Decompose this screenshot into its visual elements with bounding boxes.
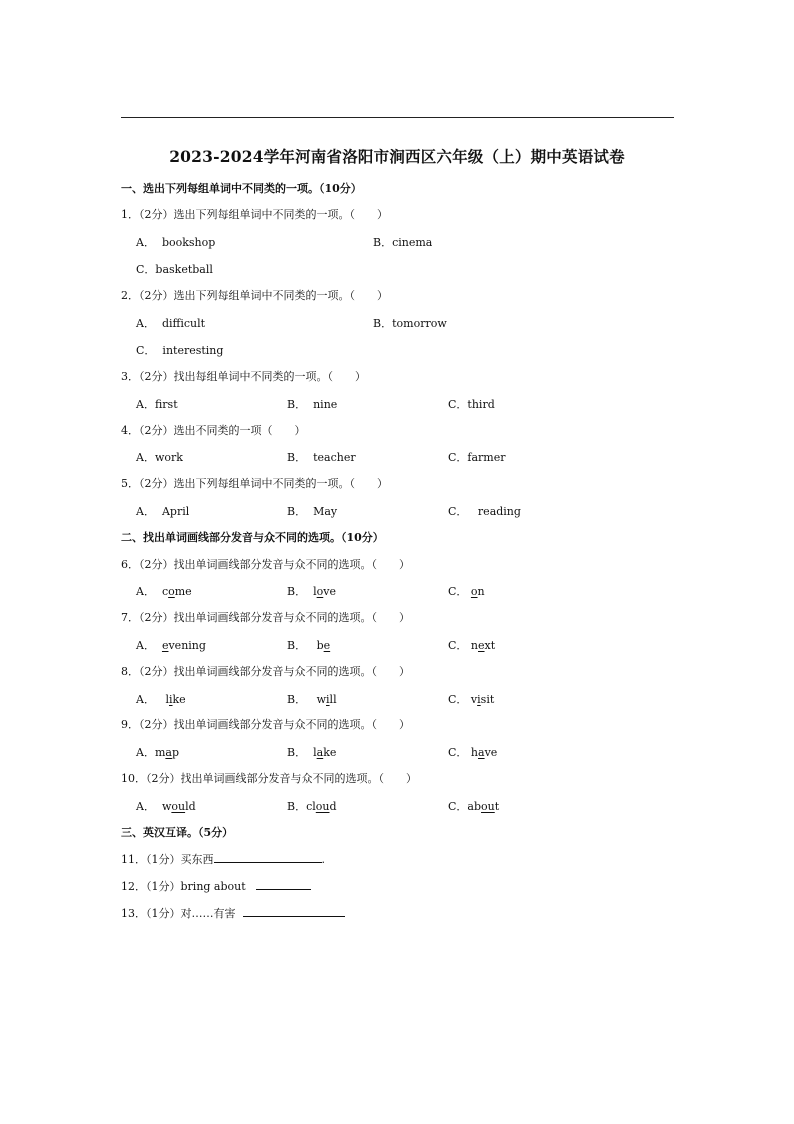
q8-option-c[interactable]: C． visit [448, 693, 495, 706]
q1-option-b[interactable]: B．cinema [373, 236, 433, 249]
q1-option-a[interactable]: A． bookshop [136, 236, 216, 249]
q4-option-c[interactable]: C．farmer [448, 451, 506, 464]
q7-option-c[interactable]: C． next [448, 639, 496, 652]
answer-blank-13[interactable] [243, 905, 345, 917]
q2-option-b[interactable]: B．tomorrow [373, 317, 447, 330]
q1-option-c[interactable]: C．basketball [136, 263, 213, 276]
q8-option-a[interactable]: A． like [136, 693, 186, 706]
answer-blank-11[interactable] [214, 851, 322, 863]
q4-option-a[interactable]: A．work [136, 451, 183, 464]
top-rule [121, 117, 674, 118]
section-3-title: 三、英汉互译。（5分） [121, 826, 234, 839]
question-7: 7．（2分）找出单词画线部分发音与众不同的选项。（ ） [121, 611, 410, 624]
question-5: 5．（2分）选出下列每组单词中不同类的一项。（ ） [121, 477, 388, 490]
q9-option-b[interactable]: B． lake [287, 746, 337, 759]
question-9: 9．（2分）找出单词画线部分发音与众不同的选项。（ ） [121, 718, 410, 731]
q10-option-b[interactable]: B．cloud [287, 800, 337, 813]
q7-option-b[interactable]: B． be [287, 639, 331, 652]
q4-option-b[interactable]: B． teacher [287, 451, 356, 464]
question-13: 13．（1分）对……有害 [121, 905, 345, 921]
question-2: 2．（2分）选出下列每组单词中不同类的一项。（ ） [121, 289, 388, 302]
question-3: 3．（2分）找出每组单词中不同类的一项。（ ） [121, 370, 366, 383]
q5-option-c[interactable]: C． reading [448, 505, 521, 518]
q3-option-b[interactable]: B． nine [287, 398, 338, 411]
q5-option-b[interactable]: B． May [287, 505, 338, 518]
q5-option-a[interactable]: A． April [136, 505, 190, 518]
question-6: 6．（2分）找出单词画线部分发音与众不同的选项。（ ） [121, 558, 410, 571]
q8-option-b[interactable]: B． will [287, 693, 337, 706]
page-title: 2023-2024学年河南省洛阳市涧西区六年级（上）期中英语试卷 [169, 147, 625, 166]
q9-option-a[interactable]: A．map [136, 746, 179, 759]
section-2-title: 二、找出单词画线部分发音与众不同的选项。（10分） [121, 531, 384, 544]
q6-option-b[interactable]: B． love [287, 585, 336, 598]
question-1: 1．（2分）选出下列每组单词中不同类的一项。（ ） [121, 208, 388, 221]
q10-option-a[interactable]: A． would [136, 800, 196, 813]
answer-blank-12[interactable] [256, 878, 311, 890]
q3-option-a[interactable]: A．first [136, 398, 178, 411]
q9-option-c[interactable]: C． have [448, 746, 498, 759]
section-1-title: 一、选出下列每组单词中不同类的一项。（10分） [121, 182, 362, 195]
question-4: 4．（2分）选出不同类的一项（ ） [121, 424, 306, 437]
q3-option-c[interactable]: C．third [448, 398, 495, 411]
q10-option-c[interactable]: C．about [448, 800, 500, 813]
q6-option-c[interactable]: C． on [448, 585, 485, 598]
question-8: 8．（2分）找出单词画线部分发音与众不同的选项。（ ） [121, 665, 410, 678]
q7-option-a[interactable]: A． evening [136, 639, 206, 652]
q6-option-a[interactable]: A． come [136, 585, 192, 598]
question-11: 11．（1分）买东西 . [121, 853, 325, 866]
q2-option-a[interactable]: A． difficult [136, 317, 206, 330]
question-10: 10．（2分）找出单词画线部分发音与众不同的选项。（ ） [121, 772, 417, 785]
q2-option-c[interactable]: C． interesting [136, 344, 224, 357]
question-12: 12．（1分）bring about [121, 878, 311, 894]
